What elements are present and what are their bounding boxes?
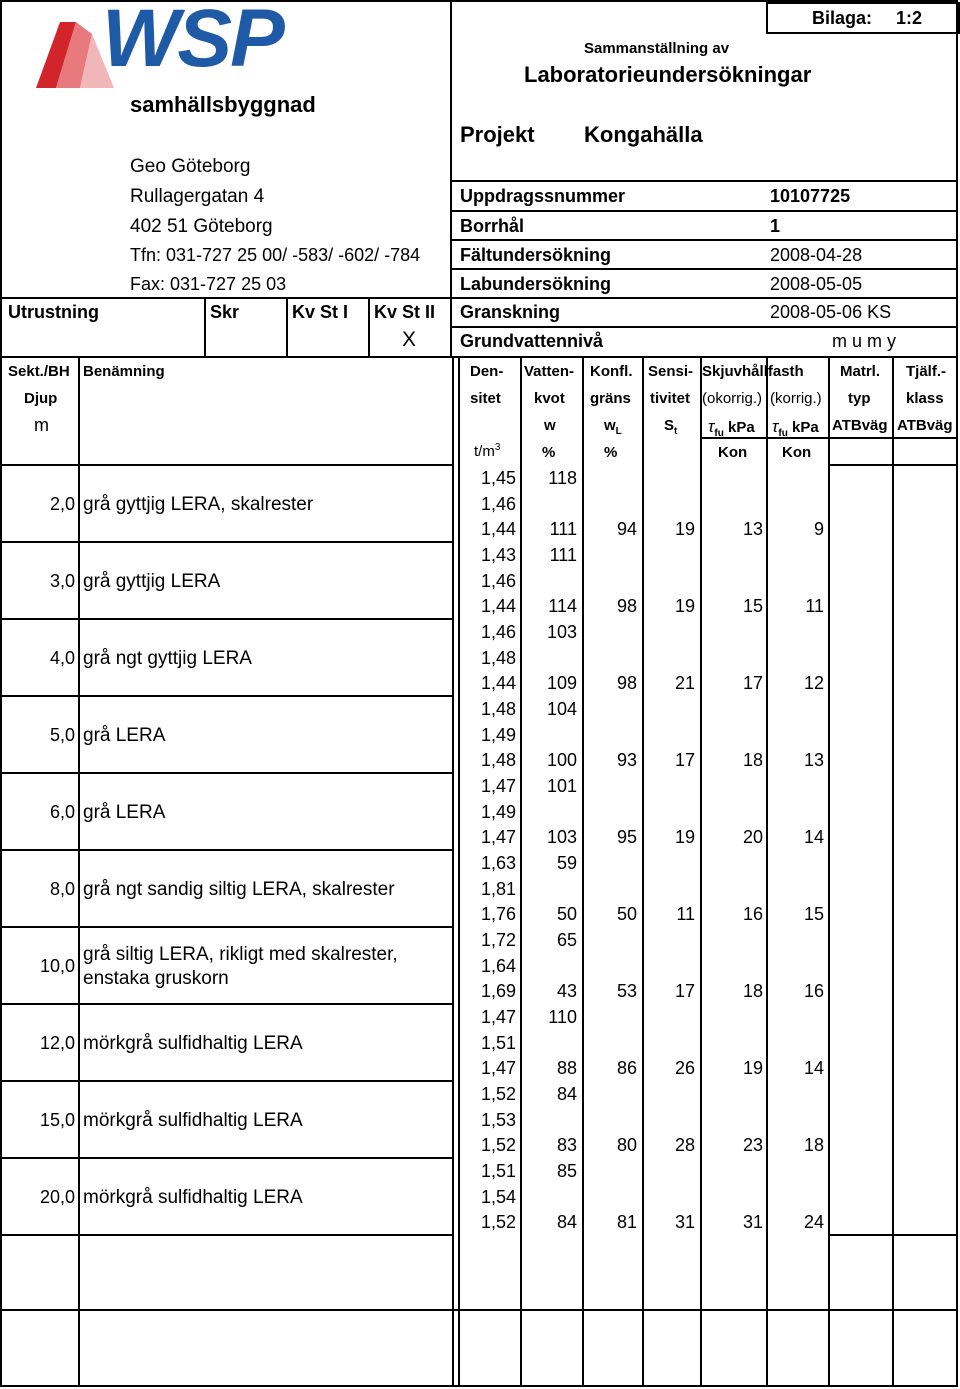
row-water-content: 109 <box>546 673 577 694</box>
row-description: grå ngt sandig siltig LERA, skalrester <box>83 878 395 900</box>
row-water-content: 83 <box>556 1135 577 1156</box>
row-density: 1,49 <box>480 801 516 822</box>
row-sensitivity: 19 <box>674 827 695 848</box>
grid-hline <box>2 0 958 2</box>
row-sensitivity: 17 <box>674 981 695 1002</box>
row-density: 1,44 <box>480 673 516 694</box>
header-st-2: tivitet <box>650 390 691 407</box>
header-djup: Djup <box>24 390 58 407</box>
header-matrl-1: Matrl. <box>840 363 881 380</box>
header-wl-3 <box>604 417 622 437</box>
grid-vline <box>0 0 2 1387</box>
row-density: 1,46 <box>480 622 516 642</box>
project-label: Projekt <box>460 122 535 147</box>
row-density: 1,48 <box>480 750 516 771</box>
row-description: mörkgrå sulfidhaltig LERA <box>83 1109 303 1131</box>
row-water-content: 103 <box>546 622 577 642</box>
row-description: mörkgrå sulfidhaltig LERA <box>83 1032 303 1054</box>
info-label-grundvatten: Grundvattennivå <box>460 331 604 351</box>
info-label-granskning: Granskning <box>460 302 561 322</box>
row-liquid-limit: 95 <box>616 827 637 848</box>
row-density: 1,44 <box>480 519 516 540</box>
row-density: 1,47 <box>480 827 516 848</box>
row-liquid-limit: 98 <box>616 596 637 617</box>
grid-hline <box>2 1003 454 1005</box>
info-value-uppdrag: 10107725 <box>770 186 851 206</box>
row-depth: 4,0 <box>49 647 75 668</box>
header-st-1: Sensi- <box>648 363 694 380</box>
header-matrl-2: typ <box>848 390 871 407</box>
row-density: 1,46 <box>480 570 516 591</box>
row-water-content: 43 <box>556 981 577 1002</box>
row-depth: 8,0 <box>49 878 75 899</box>
row-liquid-limit: 80 <box>616 1135 637 1156</box>
bilaga-box <box>766 2 960 34</box>
equipment-mark: X <box>402 328 417 351</box>
header-kon-k: Kon <box>782 444 812 461</box>
row-sensitivity: 21 <box>674 673 695 694</box>
row-depth: 12,0 <box>39 1032 75 1053</box>
header-w-2: kvot <box>534 390 565 407</box>
info-label-borrhal: Borrhål <box>460 216 525 236</box>
row-liquid-limit: 98 <box>616 673 637 694</box>
row-shear-uncorrected: 13 <box>742 519 763 540</box>
info-value-grundvatten: m u m y <box>832 331 897 351</box>
grid-hline <box>450 210 958 212</box>
header-wl-3-sub: L <box>615 426 622 437</box>
row-description: grå LERA <box>83 724 166 746</box>
company-street: Rullagergatan 4 <box>130 186 265 207</box>
grid-hline <box>828 1234 958 1236</box>
row-density: 1,47 <box>480 1007 516 1027</box>
grid-hline <box>2 1157 454 1159</box>
info-label-faltundersokning: Fältundersökning <box>460 245 612 265</box>
grid-hline <box>450 239 958 241</box>
wsp-logo <box>30 0 330 94</box>
row-density: 1,47 <box>480 1058 516 1079</box>
tau-unit: kPa <box>787 419 819 436</box>
row-water-content: 101 <box>546 776 577 796</box>
row-depth: 15,0 <box>39 1109 75 1130</box>
grid-vline <box>700 356 702 1385</box>
grid-hline <box>2 1309 958 1311</box>
row-depth: 5,0 <box>49 724 75 745</box>
grid-vline <box>828 356 830 1385</box>
tau-sub: fu <box>778 428 788 439</box>
info-label-labundersokning: Labundersökning <box>460 274 612 294</box>
row-description: grå gyttjig LERA <box>83 570 221 592</box>
tau-symbol: τ <box>772 417 779 436</box>
row-density: 1,63 <box>480 853 516 873</box>
header-benamning: Benämning <box>83 363 165 380</box>
row-depth: 2,0 <box>49 493 75 514</box>
row-density: 1,47 <box>480 776 516 796</box>
row-description: enstaka gruskorn <box>83 967 229 989</box>
row-shear-uncorrected: 23 <box>742 1135 763 1156</box>
company-name: samhällsbyggnad <box>130 92 316 117</box>
header-wl-2: gräns <box>590 390 631 407</box>
grid-hline <box>2 849 454 851</box>
grid-vline <box>458 356 460 1385</box>
row-density: 1,48 <box>480 699 516 719</box>
row-shear-corrected: 18 <box>803 1135 824 1156</box>
header-dens-1: Den- <box>470 363 504 380</box>
row-liquid-limit: 86 <box>616 1058 637 1079</box>
row-sensitivity: 28 <box>674 1135 695 1156</box>
row-shear-uncorrected: 18 <box>742 750 763 771</box>
header-tau-ok <box>708 417 755 439</box>
equipment-label: Utrustning <box>8 302 99 322</box>
grid-hline <box>2 1234 454 1236</box>
header-w-1: Vatten- <box>524 363 575 380</box>
grid-vline <box>892 356 894 1385</box>
info-value-labundersokning: 2008-05-05 <box>770 274 863 294</box>
row-water-content: 100 <box>546 750 577 771</box>
row-description: mörkgrå sulfidhaltig LERA <box>83 1186 303 1208</box>
company-office: Geo Göteborg <box>130 156 251 177</box>
company-fax: Fax: 031-727 25 03 <box>130 274 287 294</box>
bilaga-label: Bilaga: <box>812 8 873 28</box>
grid-hline <box>450 326 958 328</box>
info-value-borrhal: 1 <box>770 216 781 236</box>
wsp-logo-text: WSP <box>102 0 283 84</box>
row-density: 1,46 <box>480 493 516 514</box>
row-sensitivity: 19 <box>674 596 695 617</box>
row-water-content: 59 <box>556 853 577 873</box>
grid-vline <box>766 356 768 1385</box>
row-liquid-limit: 50 <box>616 904 637 925</box>
report-title: Laboratorieundersökningar <box>524 62 812 87</box>
grid-hline <box>2 297 452 299</box>
company-phone: Tfn: 031-727 25 00/ -583/ -602/ -784 <box>130 245 421 265</box>
row-water-content: 65 <box>556 930 577 950</box>
grid-hline <box>700 437 830 439</box>
row-density: 1,44 <box>480 596 516 617</box>
equipment-skr: Skr <box>210 302 240 322</box>
row-water-content: 110 <box>548 1007 577 1027</box>
row-shear-uncorrected: 15 <box>742 596 763 617</box>
row-shear-corrected: 14 <box>803 1058 824 1079</box>
company-city: 402 51 Göteborg <box>130 216 273 237</box>
header-st-3-sub: t <box>674 426 678 437</box>
row-shear-corrected: 13 <box>803 750 824 771</box>
grid-vline <box>286 297 288 357</box>
grid-hline <box>2 1080 454 1082</box>
grid-vline <box>642 356 644 1385</box>
grid-vline <box>368 297 370 357</box>
grid-hline <box>2 1385 958 1387</box>
header-w-4: % <box>542 444 556 461</box>
tau-symbol: τ <box>708 417 715 436</box>
row-shear-corrected: 24 <box>803 1212 824 1233</box>
row-density: 1,45 <box>480 468 516 488</box>
row-sensitivity: 26 <box>674 1058 695 1079</box>
row-water-content: 111 <box>549 545 577 565</box>
row-shear-uncorrected: 18 <box>742 981 763 1002</box>
row-shear-corrected: 14 <box>803 827 824 848</box>
row-description: grå LERA <box>83 801 166 823</box>
header-kon-ok: Kon <box>718 444 748 461</box>
header-skjuv: Skjuvhållfasth <box>702 363 804 380</box>
grid-hline <box>450 268 958 270</box>
row-water-content: 84 <box>556 1084 577 1104</box>
grid-hline <box>450 180 958 182</box>
row-shear-corrected: 15 <box>803 904 824 925</box>
row-water-content: 114 <box>548 596 577 617</box>
grid-vline <box>582 356 584 1385</box>
row-density: 1,69 <box>480 981 516 1002</box>
grid-hline <box>2 464 454 466</box>
row-description: grå gyttjig LERA, skalrester <box>83 493 314 515</box>
row-water-content: 103 <box>546 827 577 848</box>
header-wl-3-text: w <box>604 417 616 434</box>
grid-hline <box>828 437 958 439</box>
row-shear-uncorrected: 17 <box>742 673 763 694</box>
grid-hline <box>2 356 958 358</box>
row-sensitivity: 31 <box>674 1212 695 1233</box>
grid-hline <box>2 541 454 543</box>
grid-vline <box>450 0 452 358</box>
row-density: 1,64 <box>480 955 516 976</box>
header-wl-4: % <box>604 444 618 461</box>
bilaga-value: 1:2 <box>896 8 923 28</box>
row-water-content: 118 <box>548 468 577 488</box>
header-dens-unit-text: t/m <box>474 443 495 460</box>
row-shear-corrected: 9 <box>813 519 824 540</box>
row-depth: 20,0 <box>39 1186 75 1207</box>
row-density: 1,81 <box>480 878 516 899</box>
row-depth: 10,0 <box>39 955 75 976</box>
row-density: 1,52 <box>480 1135 516 1156</box>
header-korrig: (korrig.) <box>770 390 822 407</box>
info-label-uppdrag: Uppdragssnummer <box>460 186 626 206</box>
row-liquid-limit: 81 <box>616 1212 637 1233</box>
row-shear-uncorrected: 20 <box>742 827 763 848</box>
header-tjalf-3: ATBväg <box>897 417 953 434</box>
row-water-content: 111 <box>549 519 577 540</box>
row-water-content: 84 <box>556 1212 577 1233</box>
grid-hline <box>2 618 454 620</box>
row-density: 1,52 <box>480 1084 516 1104</box>
grid-vline <box>452 356 454 1385</box>
grid-vline <box>520 356 522 1385</box>
tau-sub: fu <box>714 428 724 439</box>
project-value: Kongahälla <box>584 122 703 147</box>
row-shear-corrected: 12 <box>803 673 824 694</box>
header-tjalf-1: Tjälf.- <box>906 363 946 380</box>
header-dens-2: sitet <box>470 390 501 407</box>
grid-hline <box>450 297 958 299</box>
header-okorrig: (okorrig.) <box>702 390 763 407</box>
row-description: grå siltig LERA, rikligt med skalrester, <box>83 943 398 965</box>
grid-vline <box>956 0 958 1387</box>
row-shear-uncorrected: 31 <box>742 1212 763 1233</box>
row-description: grå ngt gyttjig LERA <box>83 647 252 669</box>
row-shear-corrected: 16 <box>803 981 824 1002</box>
grid-hline <box>2 772 454 774</box>
grid-vline <box>78 356 80 1385</box>
info-value-faltundersokning: 2008-04-28 <box>770 245 863 265</box>
row-liquid-limit: 94 <box>616 519 637 540</box>
report-subtitle: Sammanställning av <box>584 40 730 57</box>
row-density: 1,48 <box>480 647 516 668</box>
info-value-granskning: 2008-05-06 KS <box>770 302 892 322</box>
row-density: 1,54 <box>480 1186 516 1207</box>
row-density: 1,49 <box>480 724 516 745</box>
header-matrl-3: ATBväg <box>832 417 888 434</box>
row-density: 1,53 <box>480 1109 516 1130</box>
row-water-content: 50 <box>556 904 577 925</box>
header-w-3: w <box>544 417 556 434</box>
header-tau-k <box>772 417 819 439</box>
grid-hline <box>828 464 958 466</box>
header-tjalf-2: klass <box>906 390 944 407</box>
row-water-content: 85 <box>556 1161 577 1181</box>
header-dens-unit <box>474 442 500 460</box>
grid-vline <box>204 297 206 357</box>
row-density: 1,43 <box>480 545 516 565</box>
row-density: 1,72 <box>480 930 516 950</box>
row-water-content: 88 <box>556 1058 577 1079</box>
row-sensitivity: 17 <box>674 750 695 771</box>
header-m: m <box>34 415 49 435</box>
equipment-kvst2: Kv St II <box>374 302 436 322</box>
row-shear-uncorrected: 16 <box>742 904 763 925</box>
header-wl-1: Konfl. <box>590 363 633 380</box>
row-density: 1,52 <box>480 1212 516 1233</box>
row-sensitivity: 11 <box>676 904 695 925</box>
row-density: 1,51 <box>480 1161 516 1181</box>
row-density: 1,76 <box>480 904 516 925</box>
equipment-kvst1: Kv St I <box>292 302 349 322</box>
header-st-3 <box>664 417 677 437</box>
row-shear-corrected: 11 <box>805 596 824 617</box>
grid-hline <box>2 695 454 697</box>
tau-unit: kPa <box>723 419 755 436</box>
row-depth: 6,0 <box>49 801 75 822</box>
row-sensitivity: 19 <box>674 519 695 540</box>
header-sekt: Sekt./BH <box>8 363 70 380</box>
row-liquid-limit: 53 <box>616 981 637 1002</box>
row-shear-uncorrected: 19 <box>742 1058 763 1079</box>
row-density: 1,51 <box>480 1032 516 1053</box>
row-depth: 3,0 <box>49 570 75 591</box>
header-st-3-text: S <box>664 417 675 434</box>
grid-hline <box>2 926 454 928</box>
row-water-content: 104 <box>546 699 577 719</box>
row-liquid-limit: 93 <box>616 750 637 771</box>
header-dens-unit-sup: 3 <box>494 442 501 453</box>
